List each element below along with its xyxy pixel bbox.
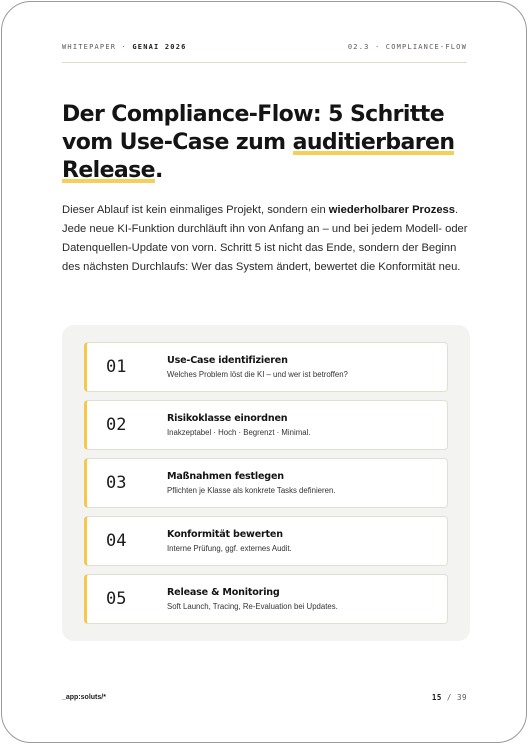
step-title: Konformität bewerten [167, 529, 283, 540]
page-separator: / [441, 693, 457, 702]
step-title: Use-Case identifizieren [167, 355, 288, 366]
header-right: 02.3 · COMPLIANCE-FLOW [347, 43, 467, 51]
title-line-2: vom Use-Case zum [62, 130, 293, 155]
running-header [62, 43, 467, 63]
title-highlight-1: auditierbaren [292, 130, 455, 155]
page-total: 39 [456, 693, 467, 702]
footer-brand-logo: _app:soluts/* [62, 694, 106, 701]
step-card-3 [84, 458, 448, 508]
intro-paragraph [62, 201, 472, 277]
step-description: Inakzeptabel · Hoch · Begrenzt · Minimal. [167, 428, 311, 437]
step-card-5 [84, 574, 448, 624]
page-current: 15 [431, 693, 442, 702]
step-title: Release & Monitoring [167, 587, 280, 598]
page [1, 1, 527, 743]
steps-panel [62, 325, 470, 641]
step-card-2 [84, 400, 448, 450]
title-line-1: Der Compliance-Flow: 5 Schritte [62, 102, 445, 127]
title-period: . [155, 158, 163, 183]
step-number: 04 [106, 531, 127, 551]
step-description: Pflichten je Klasse als konkrete Tasks definieren. [167, 486, 336, 495]
step-description: Soft Launch, Tracing, Re-Evaluation bei Updates. [167, 602, 338, 611]
step-title: Risikoklasse einordnen [167, 413, 288, 424]
intro-emphasis: wiederholbarer Prozess [328, 204, 456, 216]
step-title: Maßnahmen festlegen [167, 471, 284, 482]
header-topic: GENAI 2026 [132, 43, 187, 51]
step-number: 01 [106, 357, 127, 377]
page-number [432, 693, 467, 702]
step-description: Welches Problem löst die KI – und wer ist betroffen? [167, 370, 348, 379]
step-card-1 [84, 342, 448, 392]
step-card-4 [84, 516, 448, 566]
step-description: Interne Prüfung, ggf. externes Audit. [167, 544, 292, 553]
step-number: 05 [106, 589, 127, 609]
step-number: 02 [106, 415, 127, 435]
header-section: WHITEPAPER · [62, 43, 133, 51]
step-number: 03 [106, 473, 127, 493]
intro-text-2: . Jede neue KI-Funktion durchläuft ihn von Anfang an – und bei jedem Modell- oder Datenquellen-Update von vorn. Schritt 5 ist nicht das Ende, sondern der Beginn des nächsten Durchlaufs: Wer das System ändert, bewertet die Konformität neu. [62, 204, 468, 273]
intro-text-1: Dieser Ablauf ist kein einmaliges Projekt, sondern ein [62, 204, 329, 216]
page-title [62, 101, 482, 185]
header-left [62, 43, 187, 51]
title-highlight-2: Release [62, 158, 155, 183]
